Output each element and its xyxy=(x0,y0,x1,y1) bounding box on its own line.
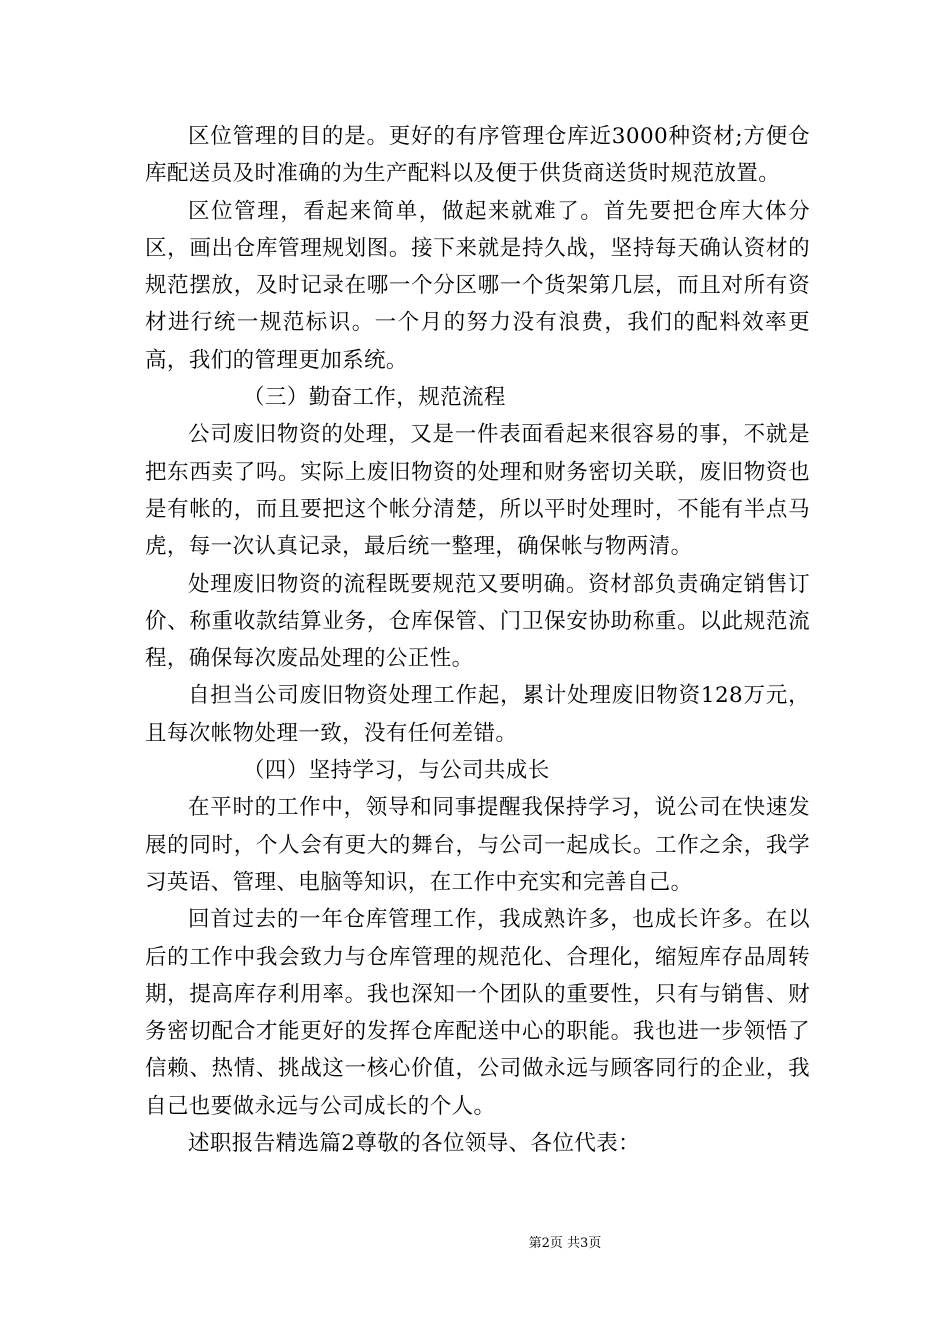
page-number-footer: 第2页 共3页 xyxy=(528,1236,602,1251)
paragraph-waste-result: 自担当公司废旧物资处理工作起，累计处理废旧物资128万元，且每次帐物处理一致，没有任何差错。 xyxy=(145,683,810,746)
paragraph-waste-materials: 公司废旧物资的处理，又是一件表面看起来很容易的事，不就是把东西卖了吗。实际上废旧物资的处理和财务密切关联，废旧物资也是有帐的，而且要把这个帐分清楚，所以平时处理时，不能有半点马虎，每一次认真记录，最后统一整理，确保帐与物两清。 xyxy=(145,422,810,560)
paragraph-review: 回首过去的一年仓库管理工作，我成熟许多，也成长许多。在以后的工作中我会致力与仓库管理的规范化、合理化，缩短库存品周转期，提高库存利用率。我也深知一个团队的重要性，只有与销售、财务密切配合才能更好的发挥仓库配送中心的职能。我也进一步领悟了信赖、热情、挑战这一核心价值，公司做永远与顾客同行的企业，我自己也要做永远与公司成长的个人。 xyxy=(145,907,810,1119)
paragraph-waste-process: 处理废旧物资的流程既要规范又要明确。资材部负责确定销售订价、称重收款结算业务，仓库保管、门卫保安协助称重。以此规范流程，确保每次废品处理的公正性。 xyxy=(145,571,810,672)
section-heading-4: （四）坚持学习，与公司共成长 xyxy=(243,758,550,784)
paragraph-report-2-opening: 述职报告精选篇2尊敬的各位领导、各位代表： xyxy=(188,1131,641,1157)
document-body xyxy=(145,118,810,1162)
paragraph-learning: 在平时的工作中，领导和同事提醒我保持学习，说公司在快速发展的同时，个人会有更大的舞台，与公司一起成长。工作之余，我学习英语、管理、电脑等知识，在工作中充实和完善自己。 xyxy=(145,795,810,895)
section-heading-3: （三）勤奋工作，规范流程 xyxy=(243,385,506,411)
paragraph-zone-management-purpose: 区位管理的目的是。更好的有序管理仓库近3000种资材;方便仓库配送员及时准确的为生产配料以及便于供货商送货时规范放置。 xyxy=(145,124,810,187)
paragraph-zone-management-process: 区位管理，看起来简单，做起来就难了。首先要把仓库大体分区，画出仓库管理规划图。接下来就是持久战，坚持每天确认资材的规范摆放，及时记录在哪一个分区哪一个货架第几层，而且对所有资材进行统一规范标识。一个月的努力没有浪费，我们的配料效率更高，我们的管理更加系统。 xyxy=(145,198,810,373)
